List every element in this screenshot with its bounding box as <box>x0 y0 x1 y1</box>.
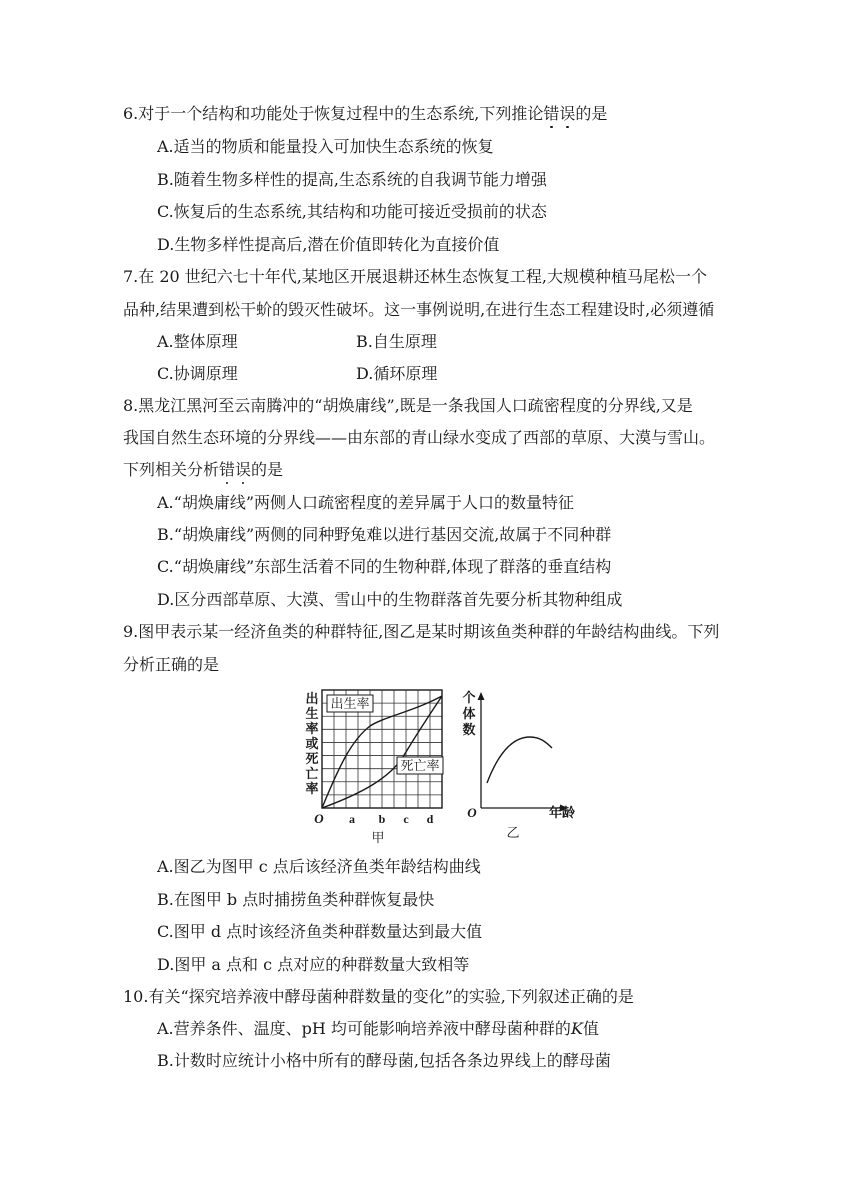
birth-rate-label: 出生率 <box>330 696 370 711</box>
svg-text:个: 个 <box>462 690 476 705</box>
chart-yi <box>462 690 575 840</box>
q8-stem-line3: 下列相关分析错误的是 <box>123 460 284 479</box>
q7-option-b: B.自生原理 <box>356 332 437 351</box>
q7-option-c: C.协调原理 <box>157 364 238 383</box>
svg-text:率: 率 <box>305 721 319 736</box>
yi-age-curve <box>487 737 552 783</box>
jia-tick-b: b <box>378 812 386 826</box>
yi-caption: 乙 <box>506 825 520 840</box>
q9-option-d: D.图甲 a 点和 c 点对应的种群数量大致相等 <box>157 955 470 974</box>
q8-emph-text <box>219 460 251 479</box>
svg-text:或: 或 <box>305 736 319 751</box>
emphasis-char: 错 <box>219 460 236 479</box>
q6-option-d: D.生物多样性提高后,潜在价值即转化为直接价值 <box>157 235 500 254</box>
svg-text:率: 率 <box>305 781 319 796</box>
q10-option-b: B.计数时应统计小格中所有的酵母菌,包括各条边界线上的酵母菌 <box>157 1051 611 1070</box>
q6-emphasis <box>543 104 575 123</box>
jia-tick-d: d <box>426 812 434 826</box>
yi-y-label <box>462 690 475 737</box>
q7-option-a: A.整体原理 <box>157 332 238 351</box>
svg-text:死: 死 <box>305 751 319 766</box>
svg-text:出: 出 <box>305 691 319 706</box>
q7-stem-line1: 7.在 20 世纪六七十年代,某地区开展退耕还林生态恢复工程,大规模种植马尾松一个 <box>123 267 707 286</box>
q9-figure <box>300 682 576 845</box>
q8-option-c: C.“胡焕庸线”东部生活着不同的生物种群,体现了群落的垂直结构 <box>157 557 612 576</box>
svg-text:数: 数 <box>462 722 476 737</box>
chart-jia <box>305 690 443 845</box>
q6-option-b: B.随着生物多样性的提高,生态系统的自我调节能力增强 <box>157 170 547 189</box>
emphasis-char: 误 <box>235 460 252 479</box>
q8-option-a: A.“胡焕庸线”两侧人口疏密程度的差异属于人口的数量特征 <box>157 493 575 512</box>
yi-y-arrow <box>478 692 485 700</box>
q9-stem-line2: 分析正确的是 <box>123 655 220 674</box>
q6-option-a: A.适当的物质和能量投入可加快生态系统的恢复 <box>157 137 494 156</box>
q8-stem-line2: 我国自然生态环境的分界线——由东部的青山绿水变成了西部的草原、大漠与雪山。 <box>123 428 716 447</box>
q9-stem-line1: 9.图甲表示某一经济鱼类的种群特征,图乙是某时期该鱼类种群的年龄结构曲线。下列 <box>123 622 720 641</box>
yi-x-label: 年龄 <box>548 805 576 820</box>
svg-text:亡: 亡 <box>305 766 319 781</box>
jia-caption: 甲 <box>371 830 385 845</box>
emphasis-char: 错 <box>543 104 560 123</box>
q6-emph-text <box>543 104 575 123</box>
jia-tick-c: c <box>403 812 409 826</box>
jia-tick-a: a <box>349 812 355 826</box>
k-value-symbol: K <box>570 1019 583 1038</box>
q8-option-d: D.区分西部草原、大漠、雪山中的生物群落首先要分析其物种组成 <box>157 590 623 609</box>
svg-text:体: 体 <box>462 706 476 721</box>
yi-origin: O <box>467 805 477 820</box>
q9-option-b: B.在图甲 b 点时捕捞鱼类种群恢复最快 <box>157 890 435 909</box>
emphasis-char: 误 <box>559 104 576 123</box>
svg-text:生: 生 <box>305 706 319 721</box>
q9-option-a: A.图乙为图甲 c 点后该经济鱼类年龄结构曲线 <box>157 857 481 876</box>
q10-stem: 10.有关“探究培养液中酵母菌种群数量的变化”的实验,下列叙述正确的是 <box>123 987 634 1006</box>
q6-stem: 6.对于一个结构和功能处于恢复过程中的生态系统,下列推论错误的是 <box>123 104 608 123</box>
q9-option-c: C.图甲 d 点时该经济鱼类种群数量达到最大值 <box>157 922 483 941</box>
jia-origin: O <box>314 811 324 826</box>
q7-stem-line2: 品种,结果遭到松干蚧的毁灭性破坏。这一事例说明,在进行生态工程建设时,必须遵循 <box>123 300 715 319</box>
q10-option-a: A.营养条件、温度、pH 均可能影响培养液中酵母菌种群的K值 <box>157 1019 599 1038</box>
death-rate-label: 死亡率 <box>400 758 440 773</box>
q8-stem-line1: 8.黑龙江黑河至云南腾冲的“胡焕庸线”,既是一条我国人口疏密程度的分界线,又是 <box>123 396 693 415</box>
q6-option-c: C.恢复后的生态系统,其结构和功能可接近受损前的状态 <box>157 202 547 221</box>
jia-y-label <box>305 691 318 796</box>
q8-option-b: B.“胡焕庸线”两侧的同种野兔难以进行基因交流,故属于不同种群 <box>157 525 612 544</box>
q7-option-d: D.循环原理 <box>356 364 438 383</box>
